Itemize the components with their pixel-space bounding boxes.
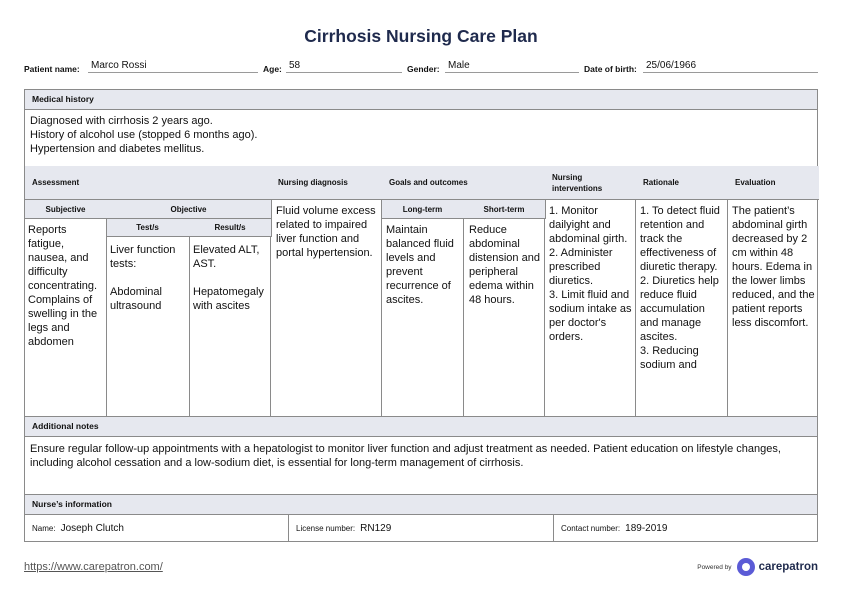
nursing-diagnosis-text[interactable]: Fluid volume excess related to impaired liver function and portal hypertension.: [276, 205, 376, 259]
powered-by-badge: [697, 558, 818, 576]
evaluation-header: Evaluation: [728, 166, 819, 200]
interventions-text[interactable]: 1. Monitor dailyight and abdominal girth. 2. Administer prescribed diuretics. 3. Limit fluid and sodium intake as per doctor's orders.: [549, 205, 632, 343]
long-term-text[interactable]: Maintain balanced fluid levels and prevent recurrence of ascites.: [386, 224, 454, 306]
tests-text[interactable]: Liver function tests: Abdominal ultrasound: [110, 244, 176, 312]
gender-label: Gender:: [407, 64, 440, 74]
additional-notes-heading: Additional notes: [25, 417, 817, 437]
age-label: Age:: [263, 64, 282, 74]
carepatron-logo-icon: [737, 558, 755, 576]
dob-label: Date of birth:: [584, 64, 637, 74]
medical-history-line: Diagnosed with cirrhosis 2 years ago.: [30, 115, 213, 127]
medical-history-line: History of alcohol use (stopped 6 months ago).: [30, 129, 258, 141]
interventions-header: Nursing interventions: [545, 166, 637, 200]
patient-info-row: [24, 60, 818, 74]
care-plan-table: [24, 166, 818, 417]
additional-notes-text[interactable]: Ensure regular follow-up appointments with a hepatologist to monitor liver function and adjust treatment as needed. Patient education on lifestyle changes, including alcohol cessation and a low-sodium diet, is essential for long-term management of cirrhosis.: [30, 443, 781, 469]
rationale-text[interactable]: 1. To detect fluid retention and track the effectiveness of diuretic therapy. 2. Diuretics help reduce fluid accumulation and manage ascites. 3. Reducing sodium and: [640, 205, 720, 371]
subjective-header: Subjective: [25, 200, 107, 219]
additional-notes-section: [24, 417, 818, 495]
license-value: RN129: [360, 522, 392, 534]
tests-divider: [189, 237, 190, 416]
gender-field[interactable]: Male: [445, 60, 579, 73]
powered-by-text: Powered by: [697, 563, 732, 571]
medical-history-heading: Medical history: [25, 90, 817, 110]
long-term-header: Long-term: [382, 200, 464, 219]
tests-header: Test/s: [106, 219, 190, 237]
contact-cell[interactable]: [554, 515, 817, 541]
nursing-diagnosis-header: Nursing diagnosis: [271, 166, 383, 200]
objective-header: Objective: [106, 200, 272, 219]
nurse-name-value: Joseph Clutch: [60, 522, 124, 534]
results-header: Result/s: [189, 219, 272, 237]
subjective-text[interactable]: Reports fatigue, nausea, and difficulty concentrating. Complains of swelling in the legs and abdomen: [28, 224, 98, 348]
goals-divider: [463, 219, 464, 416]
license-cell[interactable]: [289, 515, 554, 541]
medical-history-line: Hypertension and diabetes mellitus.: [30, 143, 205, 155]
nurse-info-heading: Nurse’s information: [25, 495, 817, 515]
license-label: License number:: [296, 523, 356, 533]
age-field[interactable]: 58: [286, 60, 402, 73]
contact-value: 189-2019: [625, 522, 668, 534]
nurse-name-label: Name:: [32, 523, 56, 533]
evaluation-text[interactable]: The patient’s abdominal girth decreased by 2 cm within 48 hours. Edema in the lower limbs reduced, and the patient reports less discomfort.: [732, 205, 815, 329]
medical-history-body[interactable]: [25, 110, 817, 156]
nurse-info-row: [25, 515, 817, 541]
contact-label: Contact number:: [561, 523, 621, 533]
carepatron-brand: carepatron: [758, 561, 818, 573]
nurse-info-section: [24, 494, 818, 542]
subjective-divider: [106, 219, 107, 416]
carepatron-link[interactable]: https://www.carepatron.com/: [24, 561, 163, 573]
patient-name-field[interactable]: Marco Rossi: [88, 60, 258, 73]
results-text[interactable]: Elevated ALT, AST. Hepatomegaly with ascites: [193, 244, 264, 312]
rationale-header: Rationale: [636, 166, 729, 200]
goals-header: Goals and outcomes: [382, 166, 546, 200]
short-term-header: Short-term: [463, 200, 546, 219]
dob-field[interactable]: 25/06/1966: [643, 60, 818, 73]
nurse-name-cell[interactable]: [25, 515, 289, 541]
short-term-text[interactable]: Reduce abdominal distension and peripheral edema within 48 hours.: [469, 224, 540, 306]
assessment-header: Assessment: [25, 166, 272, 200]
patient-name-label: Patient name:: [24, 64, 80, 74]
page-title: Cirrhosis Nursing Care Plan: [304, 26, 538, 46]
medical-history-section: [24, 89, 818, 167]
